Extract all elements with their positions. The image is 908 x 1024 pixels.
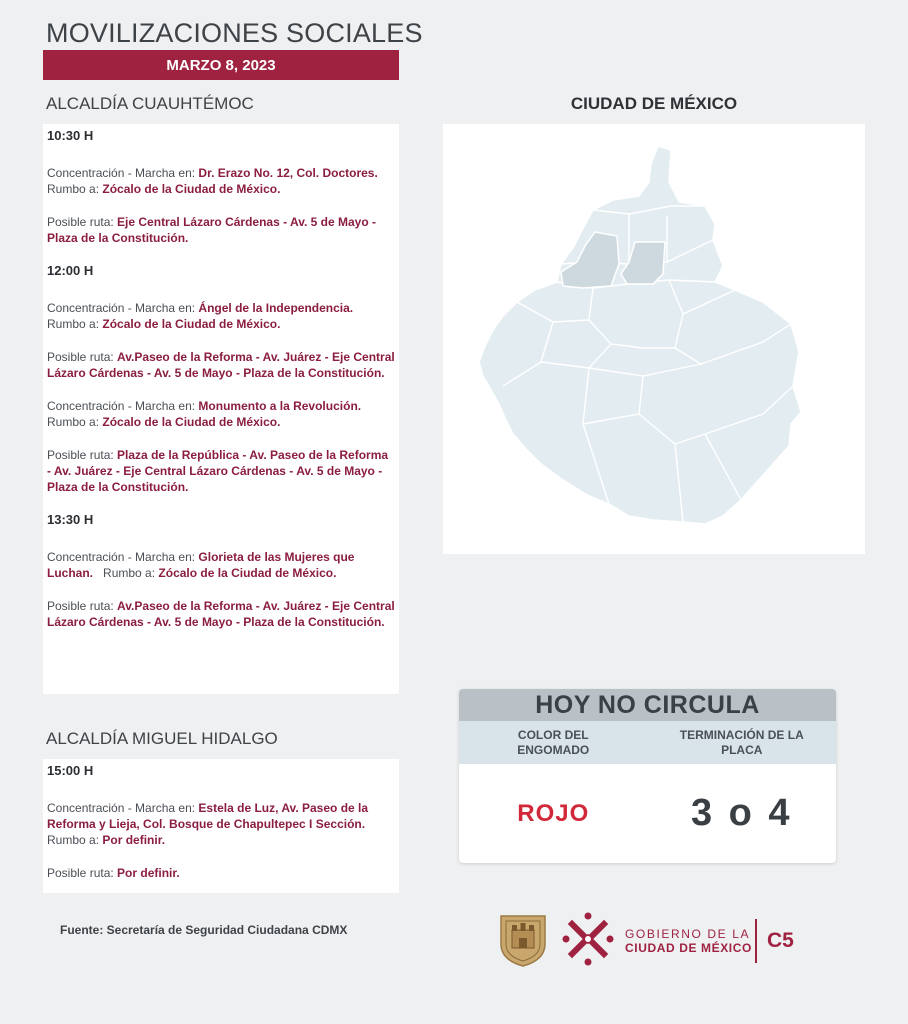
event-route: Posible ruta: Eje Central Lázaro Cárdenas - Av. 5 de Mayo - Plaza de la Constitución. <box>47 215 377 245</box>
section-title-miguel-hidalgo: ALCALDÍA MIGUEL HIDALGO <box>46 729 278 748</box>
event-concentration: Concentración - Marcha en: Glorieta de las Mujeres que Luchan. Rumbo a: Zócalo de la Ciudad de México. <box>47 550 355 580</box>
event-time: 15:00 H <box>47 763 94 778</box>
miguel-hidalgo-panel <box>43 759 399 893</box>
logo-divider <box>755 919 757 963</box>
cuauhtemoc-panel <box>43 124 399 694</box>
cdmx-logo-icon <box>560 910 616 971</box>
map-title: CIUDAD DE MÉXICO <box>570 94 738 113</box>
hnc-plate-value: 3 o 4 <box>690 792 793 834</box>
page-title: MOVILIZACIONES SOCIALES <box>46 18 423 48</box>
gov-wordmark: GOBIERNO DE LA CIUDAD DE MÉXICO <box>625 927 752 955</box>
cdmx-map <box>443 124 865 554</box>
hnc-headers <box>459 721 836 764</box>
event-time: 13:30 H <box>47 512 94 527</box>
event-concentration: Concentración - Marcha en: Ángel de la Independencia. Rumbo a: Zócalo de la Ciudad de México. <box>47 301 354 331</box>
hnc-color-value: ROJO <box>517 799 590 827</box>
event-route: Posible ruta: Av.Paseo de la Reforma - Av. Juárez - Eje Central Lázaro Cárdenas - Av. 5 de Mayo - Plaza de la Constitución. <box>47 599 395 629</box>
cdmx-map-svg <box>443 124 865 554</box>
event-route: Posible ruta: Plaza de la República - Av. Paseo de la Reforma - Av. Juárez - Eje Central Lázaro Cárdenas - Av. 5 de Mayo - Plaza de la Constitución. <box>47 448 389 494</box>
event-route: Posible ruta: Av.Paseo de la Reforma - Av. Juárez - Eje Central Lázaro Cárdenas - Av. 5 de Mayo - Plaza de la Constitución. <box>47 350 395 380</box>
event-route: Posible ruta: Por definir. <box>47 866 180 880</box>
date-banner <box>43 50 399 80</box>
event-concentration: Concentración - Marcha en: Dr. Erazo No. 12, Col. Doctores. Rumbo a: Zócalo de la Ciudad de México. <box>47 166 378 196</box>
hnc-col-plate-header: TERMINACIÓN DE LA PLACA <box>679 727 804 757</box>
section-title-cuauhtemoc: ALCALDÍA CUAUHTÉMOC <box>46 94 254 113</box>
event-concentration: Concentración - Marcha en: Monumento a la Revolución. Rumbo a: Zócalo de la Ciudad de México. <box>47 399 362 429</box>
event-concentration: Concentración - Marcha en: Estela de Luz, Av. Paseo de la Reforma y Lieja, Col. Bosque de Chapultepec I Sección. Rumbo a: Por definir. <box>47 801 369 847</box>
hnc-title: HOY NO CIRCULA <box>459 689 836 721</box>
source-note: Fuente: Secretaría de Seguridad Ciudadana CDMX <box>60 923 348 937</box>
map-outline <box>479 146 801 524</box>
hnc-values <box>459 764 836 863</box>
date-text: MARZO 8, 2023 <box>166 56 276 74</box>
event-time: 12:00 H <box>47 263 94 278</box>
hoy-no-circula-card <box>459 689 836 863</box>
event-time: 10:30 H <box>47 128 94 143</box>
hnc-col-color-header: COLOR DEL ENGOMADO <box>517 727 590 757</box>
cdmx-shield-icon <box>499 914 547 973</box>
c5-logo: C5 <box>767 929 794 952</box>
